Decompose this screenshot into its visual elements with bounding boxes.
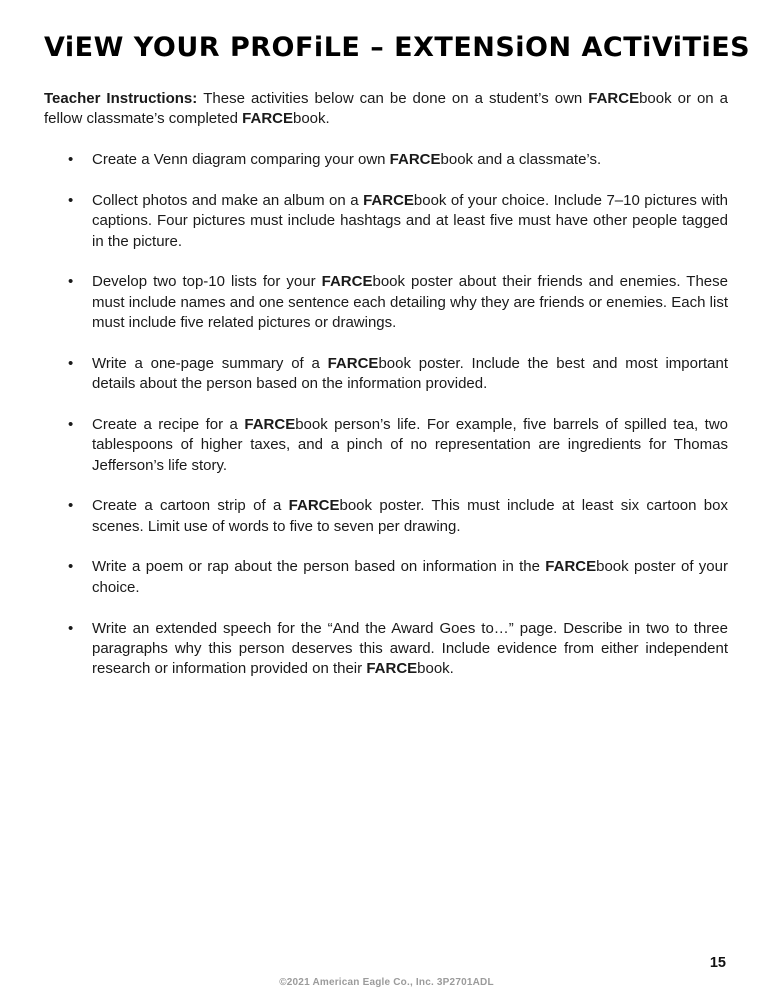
text-segment: Create a Venn diagram comparing your own xyxy=(92,151,390,169)
text-segment: Create a recipe for a xyxy=(92,415,245,433)
page-number: 15 xyxy=(709,955,726,971)
text-segment: Collect photos and make an album on a xyxy=(92,192,364,210)
bullet-marker: • xyxy=(68,354,74,372)
text-segment: book of your choice. Include 7–10 pictures with captions. Four pictures must include hashtags and at least five must have other people tagged in the picture. xyxy=(92,192,728,250)
list-item-text xyxy=(92,354,728,395)
text-segment: Write an extended speech for the “And the Award Goes to…” page. Describe in two to three paragraphs why this person deserves this award. Include evidence from either independent research or information provided on their xyxy=(92,619,728,678)
bullet-marker: • xyxy=(68,151,74,169)
list-item-text xyxy=(92,557,728,598)
list-item-text xyxy=(92,191,728,252)
text-segment: Create a cartoon strip of a xyxy=(92,497,289,515)
bold-text-segment: FARCE xyxy=(244,415,296,433)
list-item xyxy=(44,619,728,680)
bullet-marker: • xyxy=(68,415,74,433)
list-item-text xyxy=(92,415,728,476)
page-content xyxy=(44,0,751,700)
bold-text-segment: FARCE xyxy=(389,151,441,169)
bold-text-segment: FARCE xyxy=(288,497,340,515)
teacher-instructions-paragraph xyxy=(44,89,728,130)
text-segment: book. xyxy=(417,660,454,678)
copyright-notice: ©2021 American Eagle Co., Inc. 3P2701ADL xyxy=(279,977,494,988)
text-segment: book poster of your choice. xyxy=(92,558,728,596)
page-title: ViEW YOUR PROFiLE – EXTENSiON ACTiViTiES xyxy=(44,32,751,63)
text-segment: These activities below can be done on a student’s own xyxy=(203,89,589,107)
bullet-marker: • xyxy=(68,192,74,210)
text-segment: book poster. Include the best and most important details about the person based on the information provided. xyxy=(92,354,728,393)
bullet-marker: • xyxy=(68,497,74,515)
list-item xyxy=(44,354,728,395)
bullet-marker: • xyxy=(68,558,74,576)
bold-text-segment: FARCE xyxy=(545,558,597,576)
text-segment: Write a poem or rap about the person based on information in the xyxy=(92,558,546,576)
list-item xyxy=(44,191,728,252)
bullet-marker: • xyxy=(68,619,74,637)
bullet-marker: • xyxy=(68,273,74,291)
list-item xyxy=(44,415,728,476)
list-item xyxy=(44,150,728,170)
list-item xyxy=(44,272,728,333)
bold-text-segment: FARCE xyxy=(366,660,418,678)
activities-list xyxy=(44,150,728,679)
bold-text-segment: FARCE xyxy=(588,89,640,107)
bold-text-segment: FARCE xyxy=(321,273,373,291)
text-segment: book poster about their friends and enemies. These must include names and one sentence each detailing why they are friends or enemies. Each list must include five related pictures or drawings. xyxy=(92,273,728,332)
text-segment: book person’s life. For example, five barrels of spilled tea, two tablespoons of higher taxes, and a pinch of no representation are ingredients for Thomas Jefferson’s life story. xyxy=(92,415,729,474)
text-segment: book and a classmate’s. xyxy=(440,151,602,169)
list-item-text xyxy=(92,619,728,680)
bold-text-segment: FARCE xyxy=(242,109,293,127)
text-segment: book or on a fellow classmate’s completed xyxy=(44,89,728,127)
list-item-text xyxy=(92,272,728,333)
list-item-text xyxy=(92,496,728,537)
list-item-text xyxy=(92,150,728,170)
text-segment: book poster. This must include at least six cartoon box scenes. Limit use of words to five to seven per drawing. xyxy=(92,497,728,535)
text-segment: Develop two top-10 lists for your xyxy=(92,273,322,291)
text-segment: book. xyxy=(293,109,330,127)
list-item xyxy=(44,557,728,598)
text-segment: Write a one-page summary of a xyxy=(92,354,328,372)
bold-text-segment: FARCE xyxy=(327,354,379,372)
bold-text-segment: Teacher Instructions: xyxy=(44,89,204,107)
bold-text-segment: FARCE xyxy=(363,192,414,210)
list-item xyxy=(44,496,728,537)
